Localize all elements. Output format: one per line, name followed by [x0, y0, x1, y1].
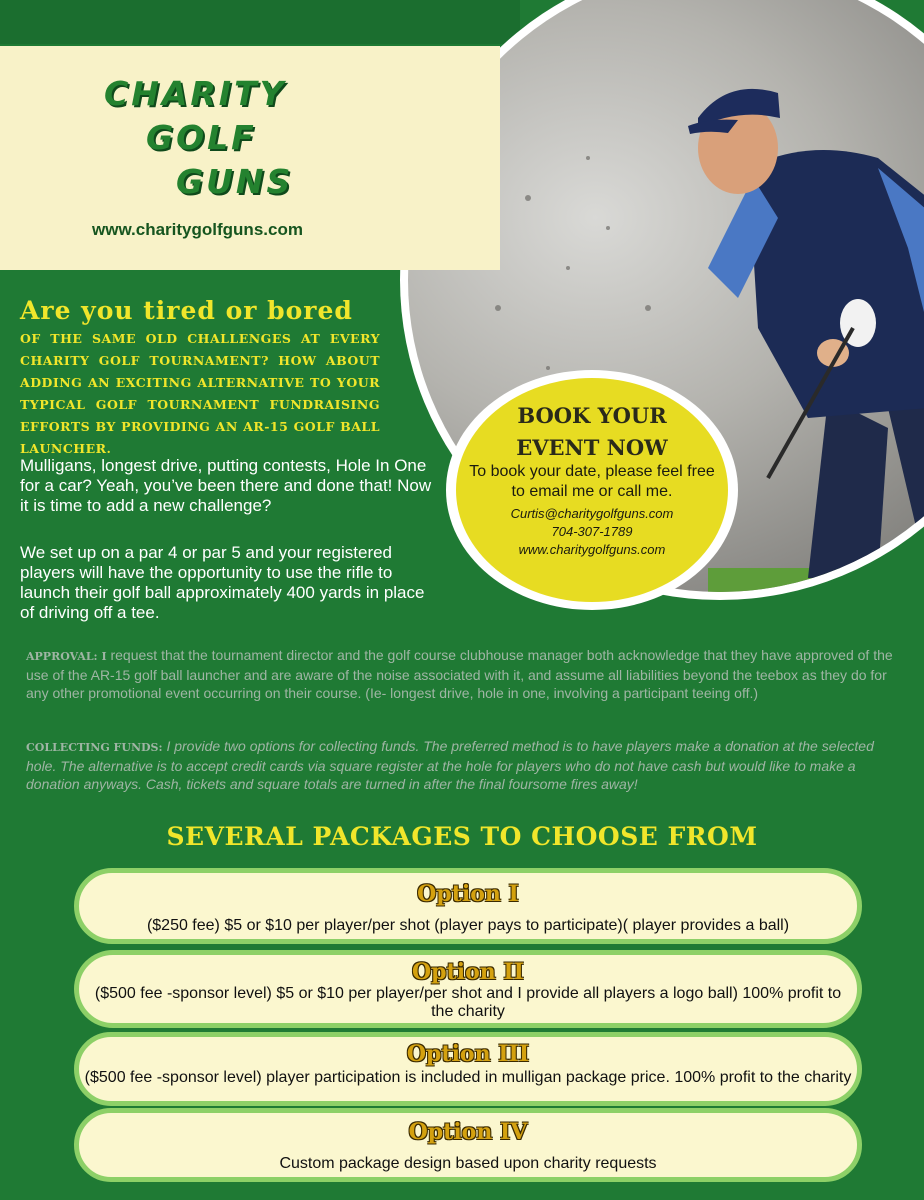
- intro-paragraph-2: We set up on a par 4 or par 5 and your registered players will have the opportunity to use the rifle to launch their golf ball approximately 400 yards in place of driving off a tee.: [20, 543, 425, 622]
- option-card-3: [74, 1032, 862, 1106]
- option-title: Option I: [417, 881, 519, 907]
- contact-phone[interactable]: 704-307-1789: [551, 524, 633, 539]
- option-description: ($500 fee -sponsor level) player participation is included in mulligan package price. 100% profit to the charity: [84, 1069, 852, 1086]
- packages-title: SEVERAL PACKAGES TO CHOOSE FROM: [166, 822, 758, 851]
- headline-body: OF THE SAME OLD CHALLENGES AT EVERY CHARITY GOLF TOURNAMENT? HOW ABOUT ADDING AN EXCITING ALTERNATIVE TO YOUR TYPICAL GOLF TOURNAMENT FUNDRAISING EFFORTS BY PROVIDING AN AR-15 GOLF BALL LAUNCHER.: [20, 331, 380, 456]
- intro-paragraph-1: Mulligans, longest drive, putting contests, Hole In One for a car? Yeah, you’ve been there and done that! Now it is time to add a new challenge?: [20, 456, 432, 515]
- contact-website[interactable]: www.charitygolfguns.com: [518, 542, 666, 557]
- option-card-4: [74, 1108, 862, 1182]
- logo-line-guns: GUNS: [176, 162, 294, 201]
- option-description: Custom package design based upon charity requests: [279, 1155, 657, 1172]
- option-title: Option IV: [408, 1119, 528, 1145]
- option-description: ($500 fee -sponsor level) $5 or $10 per player/per shot and I provide all players a logo ball) 100% profit to the charity: [94, 985, 842, 1020]
- option-description: ($250 fee) $5 or $10 per player/per shot (player pays to participate)( player provides a ball): [146, 917, 790, 934]
- website-url[interactable]: www.charitygolfguns.com: [92, 220, 303, 239]
- book-contact: [466, 505, 718, 559]
- headline-title: Are you tired or bored: [20, 296, 353, 325]
- contact-email[interactable]: Curtis@charitygolfguns.com: [510, 506, 674, 521]
- option-card-1: [74, 868, 862, 944]
- collecting-paragraph: [26, 737, 896, 793]
- book-text: To book your date, please feel free to email me or call me.: [469, 463, 715, 500]
- collecting-lead: COLLECTING FUNDS:: [26, 741, 163, 754]
- book-title: BOOK YOUR EVENT NOW: [516, 403, 668, 460]
- option-card-2: [74, 950, 862, 1028]
- logo-line-charity: CHARITY: [104, 74, 287, 113]
- approval-lead: APPROVAL: I: [26, 650, 107, 663]
- option-title: Option III: [406, 1041, 530, 1067]
- collecting-text: I provide two options for collecting funds. The preferred method is to have players make a donation at the selected hole. The alternative is to accept credit cards via square register at the hole for players who do not have cash but would like to make a donation anyways. Cash, tickets and square totals are turned in after the final foursome fires away!: [26, 738, 874, 792]
- option-title: Option II: [412, 959, 524, 985]
- logo-line-golf: GOLF: [146, 118, 257, 157]
- approval-text: request that the tournament director and the golf course clubhouse manager both acknowledge that they have approved of the use of the AR-15 golf ball launcher and are aware of the noise associated with it, and assume all liabilities beyond the teebox as they do for any other promotional event occurring on their course. (Ie- longest drive, hole in one, involving a participant teeing off.): [26, 647, 893, 701]
- approval-paragraph: [26, 646, 896, 702]
